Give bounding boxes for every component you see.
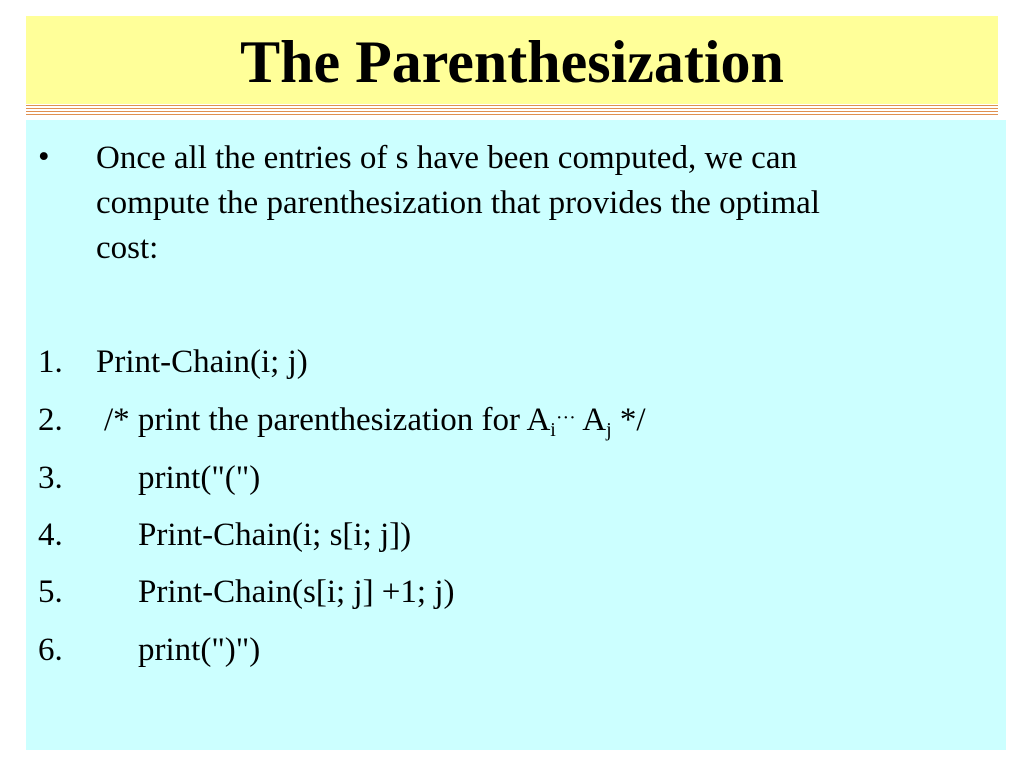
divider-line (26, 108, 998, 109)
bullet-mark: • (38, 139, 50, 175)
bullet-line: Once all the entries of s have been computed, we can (96, 140, 797, 176)
bullet-line: compute the parenthesization that provides the optimal (96, 185, 820, 221)
step-text: print("(") (138, 460, 261, 496)
step-number: 6. (38, 632, 63, 668)
step-text: Print-Chain(i; s[i; j]) (138, 517, 412, 553)
step-number: 3. (38, 460, 63, 496)
step-comment (104, 400, 646, 440)
step-comment-prefix: /* print the parenthesization for A (104, 402, 551, 438)
bullet-line: cost: (96, 230, 159, 266)
step-number: 2. (38, 402, 63, 438)
step-text: Print-Chain(i; j) (96, 344, 308, 380)
step-comment-suffix: */ (611, 402, 646, 438)
step-number: 1. (38, 344, 63, 380)
slide-title: The Parenthesization (240, 29, 784, 95)
step-number: 4. (38, 517, 63, 553)
divider-line (26, 114, 998, 115)
step-comment-mid: A (575, 402, 607, 438)
title-banner (26, 16, 998, 104)
bullet-paragraph (96, 136, 996, 271)
step-text: print(")") (138, 632, 261, 668)
subscript-i: i (550, 419, 556, 441)
step-text: Print-Chain(s[i; j] +1; j) (138, 574, 455, 610)
subscript-j: j (606, 419, 612, 441)
step-number: 5. (38, 574, 63, 610)
divider-line (26, 105, 998, 106)
divider-line (26, 111, 998, 112)
ellipsis: ··· (555, 407, 576, 429)
